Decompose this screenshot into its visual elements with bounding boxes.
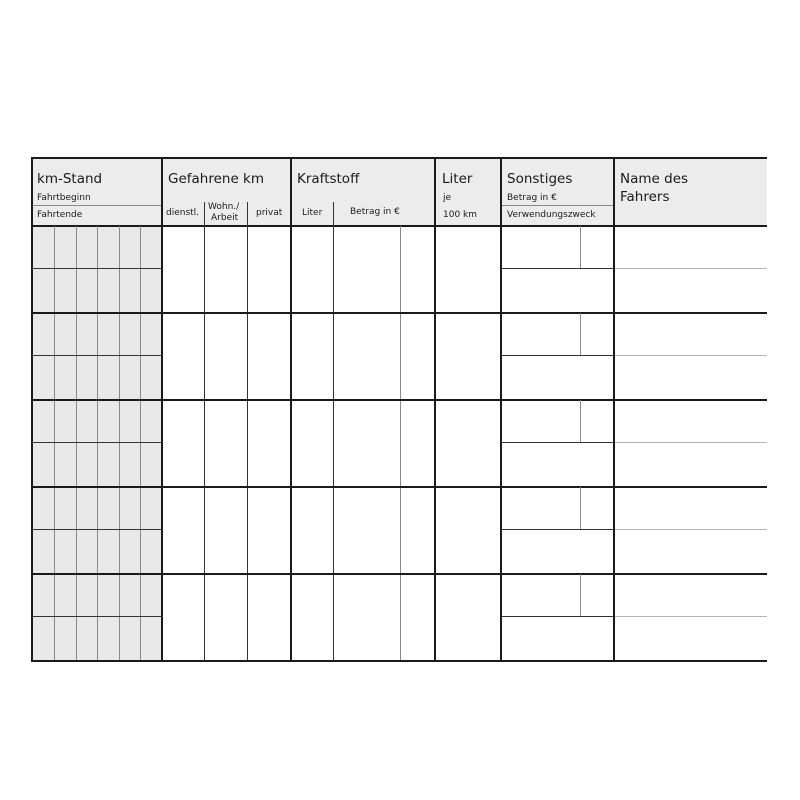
- km-stand-fahrtende-label: Fahrtende: [37, 210, 83, 220]
- km-begin-end-divider: [32, 355, 162, 356]
- km-stand-header-divider: [32, 205, 162, 206]
- table-top-border: [32, 157, 767, 159]
- km-digit-divider: [140, 226, 141, 662]
- entry-row-divider: [32, 573, 767, 575]
- wohn-column-label-line1: Wohn./: [208, 202, 240, 212]
- entry-row-divider: [32, 486, 767, 488]
- name-row-divider: [615, 529, 767, 530]
- sonstiges-row-divider: [502, 616, 614, 617]
- sonstiges-cents-divider: [580, 574, 581, 616]
- sonstiges-right-border: [613, 157, 615, 662]
- sonstiges-cents-divider: [580, 226, 581, 268]
- km-begin-end-divider: [32, 442, 162, 443]
- table-bottom-border: [32, 660, 767, 662]
- sonstiges-cents-divider: [580, 487, 581, 529]
- km-digit-divider: [54, 226, 55, 662]
- gefahrene-km-right-border: [290, 157, 292, 662]
- km-stand-fahrtbeginn-label: Fahrtbeginn: [37, 193, 91, 203]
- entry-row-divider: [32, 312, 767, 314]
- sonstiges-cents-divider: [580, 313, 581, 355]
- gefahrene-km-title: Gefahrene km: [168, 171, 265, 187]
- kraftstoff-title: Kraftstoff: [297, 171, 360, 187]
- wohn-column-label-line2: Arbeit: [211, 213, 239, 223]
- km-digit-divider: [119, 226, 120, 662]
- sonstiges-row-divider: [502, 529, 614, 530]
- liter-right-border: [500, 157, 502, 662]
- name-row-divider: [615, 355, 767, 356]
- name-row-divider: [615, 616, 767, 617]
- entry-row-divider: [32, 399, 767, 401]
- kraftstoff-right-border: [434, 157, 436, 662]
- dienstl-wohn-divider: [204, 202, 205, 662]
- liter-betrag-divider: [333, 202, 334, 662]
- sonstiges-betrag-label: Betrag in €: [507, 193, 557, 203]
- sonstiges-title: Sonstiges: [507, 171, 573, 187]
- kraftstoff-liter-label: Liter: [302, 208, 323, 218]
- km-begin-end-divider: [32, 268, 162, 269]
- kraftstoff-betrag-label: Betrag in €: [350, 207, 400, 217]
- sonstiges-row-divider: [502, 355, 614, 356]
- km-stand-right-border: [161, 157, 163, 662]
- sonstiges-header-divider: [502, 205, 614, 206]
- km-begin-end-divider: [32, 616, 162, 617]
- dienstl-column-label: dienstl.: [166, 208, 200, 218]
- km-digit-divider: [97, 226, 98, 662]
- name-row-divider: [615, 442, 767, 443]
- wohn-privat-divider: [247, 202, 248, 662]
- liter-100km-label: 100 km: [443, 210, 478, 220]
- name-des-fahrers-line1: Name des: [620, 171, 689, 187]
- privat-column-label: privat: [256, 208, 283, 218]
- sonstiges-row-divider: [502, 442, 614, 443]
- sonstiges-row-divider: [502, 268, 614, 269]
- liter-title: Liter: [442, 171, 473, 187]
- sonstiges-cents-divider: [580, 400, 581, 442]
- name-des-fahrers-line2: Fahrers: [620, 189, 670, 205]
- km-digit-divider: [76, 226, 77, 662]
- name-row-divider: [615, 268, 767, 269]
- km-begin-end-divider: [32, 529, 162, 530]
- sonstiges-verwendungszweck-label: Verwendungszweck: [507, 210, 596, 220]
- left-border: [31, 157, 33, 662]
- betrag-cents-divider: [400, 226, 401, 662]
- km-stand-title: km-Stand: [37, 171, 103, 187]
- liter-je-label: je: [443, 193, 452, 203]
